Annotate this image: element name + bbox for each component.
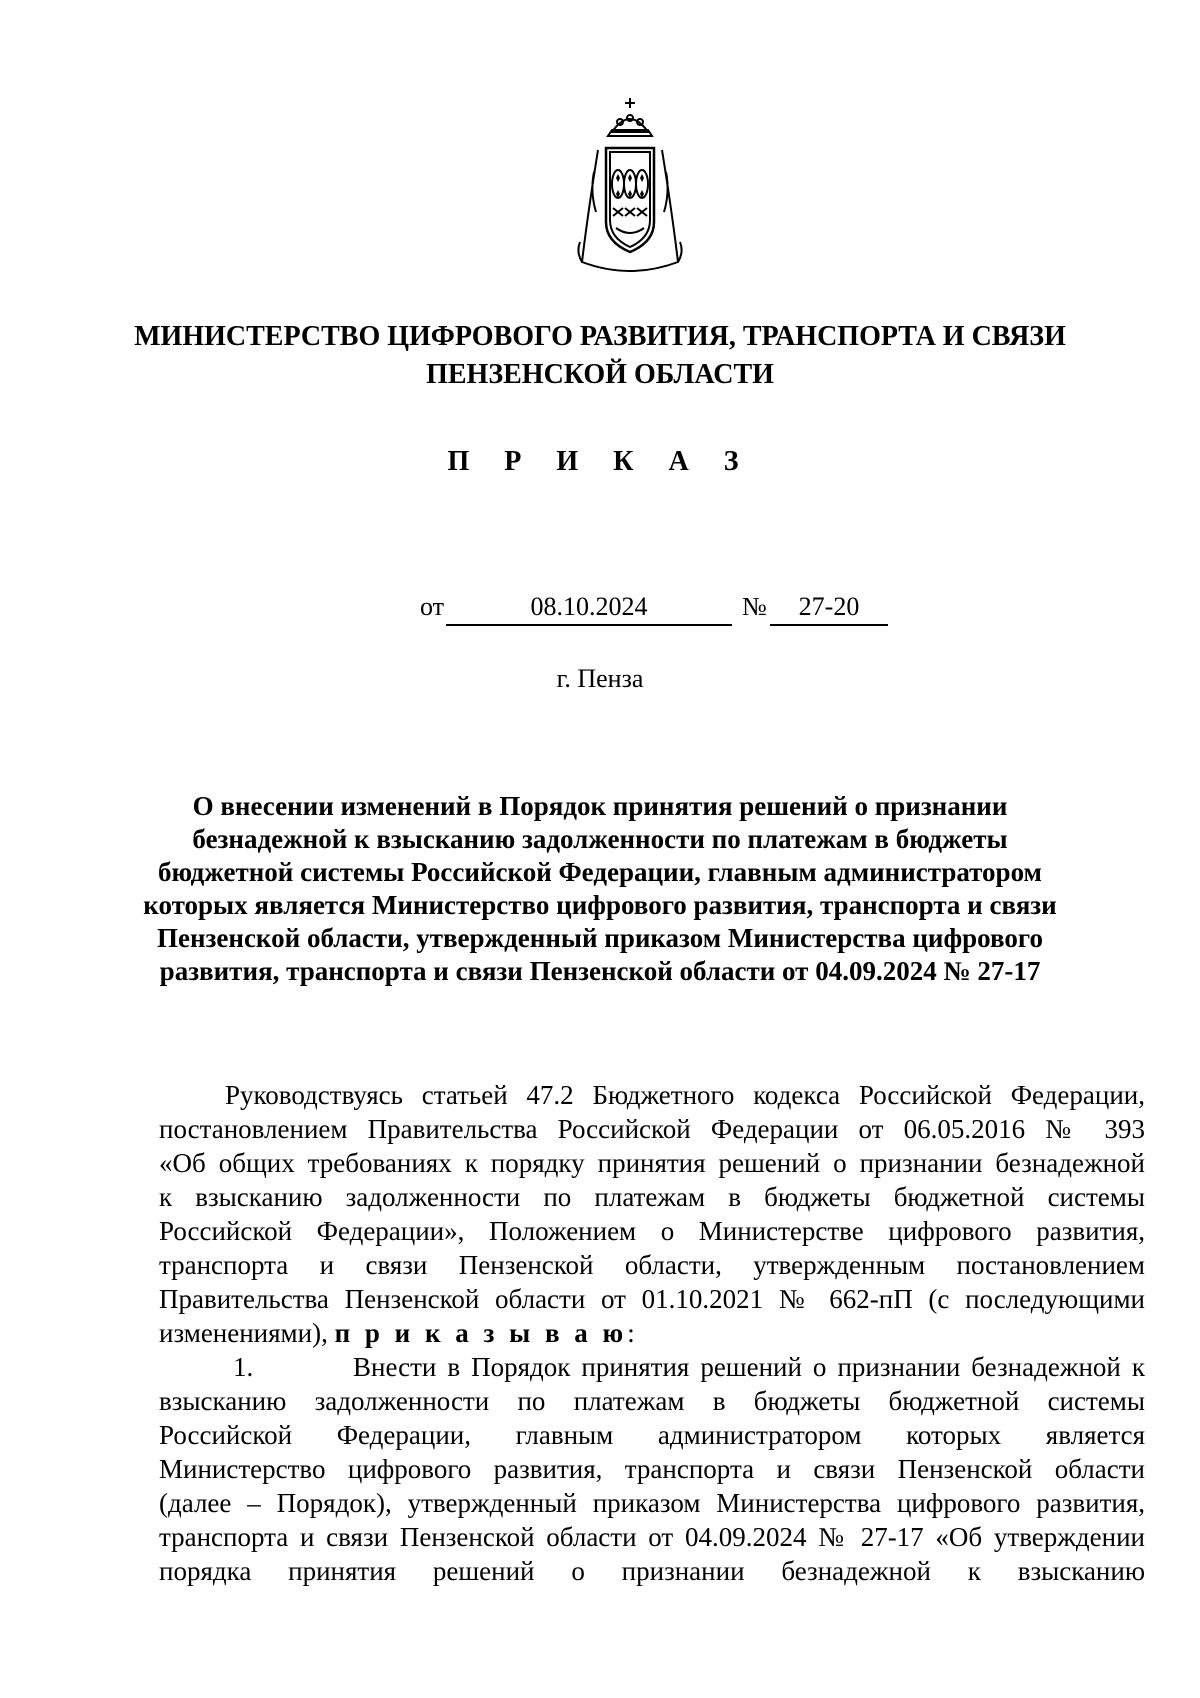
body-line-order-clause [159,1316,1145,1350]
order-body [159,1078,1145,1588]
order-word-colon: : [627,1318,635,1348]
subject-line: безнадежной к взысканию задолженности по платежам в бюджеты [192,824,1008,854]
subject-line: которых является Министерство цифрового развития, транспорта и связи [143,890,1057,920]
subject-line: О внесении изменений в Порядок принятия решений о признании [192,791,1008,821]
body-line: Министерство цифрового развития, транспорта и связи Пензенской области [159,1454,1145,1484]
document-type-title: П Р И К А З [447,446,753,477]
item-1-first-line [159,1350,1145,1384]
ministry-name-line2: ПЕНЗЕНСКОЙ ОБЛАСТИ [426,359,774,390]
preamble-last-text: изменениями), [159,1318,328,1348]
order-date-number-row [0,592,1200,632]
order-subject-heading [140,790,1060,988]
body-line: Руководствуясь статьей 47.2 Бюджетного кодекса Российской Федерации, [225,1080,1145,1110]
body-line: «Об общих требованиях к порядку принятия решений о признании безнадежной [159,1148,1145,1178]
body-line: к взысканию задолженности по платежам в бюджеты бюджетной системы [159,1182,1145,1212]
body-line: транспорта и связи Пензенской области от 04.09.2024 № 27-17 «Об утверждении [159,1522,1145,1552]
body-line: порядка принятия решений о признании безнадежной к взысканию [159,1556,1145,1586]
body-line: транспорта и связи Пензенской области, утвержденным постановлением [159,1250,1145,1280]
subject-line: бюджетной системы Российской Федерации, главным администратором [158,857,1042,887]
date-from-label: от [420,592,445,621]
coat-of-arms-icon [568,92,692,280]
order-date: 08.10.2024 [446,592,732,626]
number-label: № [742,592,767,621]
item-1-text: Внести в Порядок принятия решений о признании безнадежной к [353,1352,1145,1382]
body-line: Российской Федерации, главным администратором которых является [159,1420,1145,1450]
order-word: п р и к а з ы в а ю [334,1318,628,1348]
body-line: Российской Федерации», Положением о Министерстве цифрового развития, [159,1216,1145,1246]
subject-line: Пензенской области, утвержденный приказом Министерства цифрового [157,923,1043,953]
order-number: 27-20 [770,592,888,626]
item-1-number: 1. [233,1352,254,1382]
ministry-name-line1: МИНИСТЕРСТВО ЦИФРОВОГО РАЗВИТИЯ, ТРАНСПОРТА И СВЯЗИ [134,321,1066,352]
body-line: (далее – Порядок), утвержденный приказом Министерства цифрового развития, [159,1488,1145,1518]
city-name: г. Пенза [556,664,644,693]
subject-line: развития, транспорта и связи Пензенской области от 04.09.2024 № 27-17 [159,956,1041,986]
body-line: взысканию задолженности по платежам в бюджеты бюджетной системы [159,1386,1145,1416]
body-line: Правительства Пензенской области от 01.10.2021 № 662-пП (с последующими [159,1284,1145,1314]
body-line: постановлением Правительства Российской Федерации от 06.05.2016 № 393 [159,1114,1145,1144]
